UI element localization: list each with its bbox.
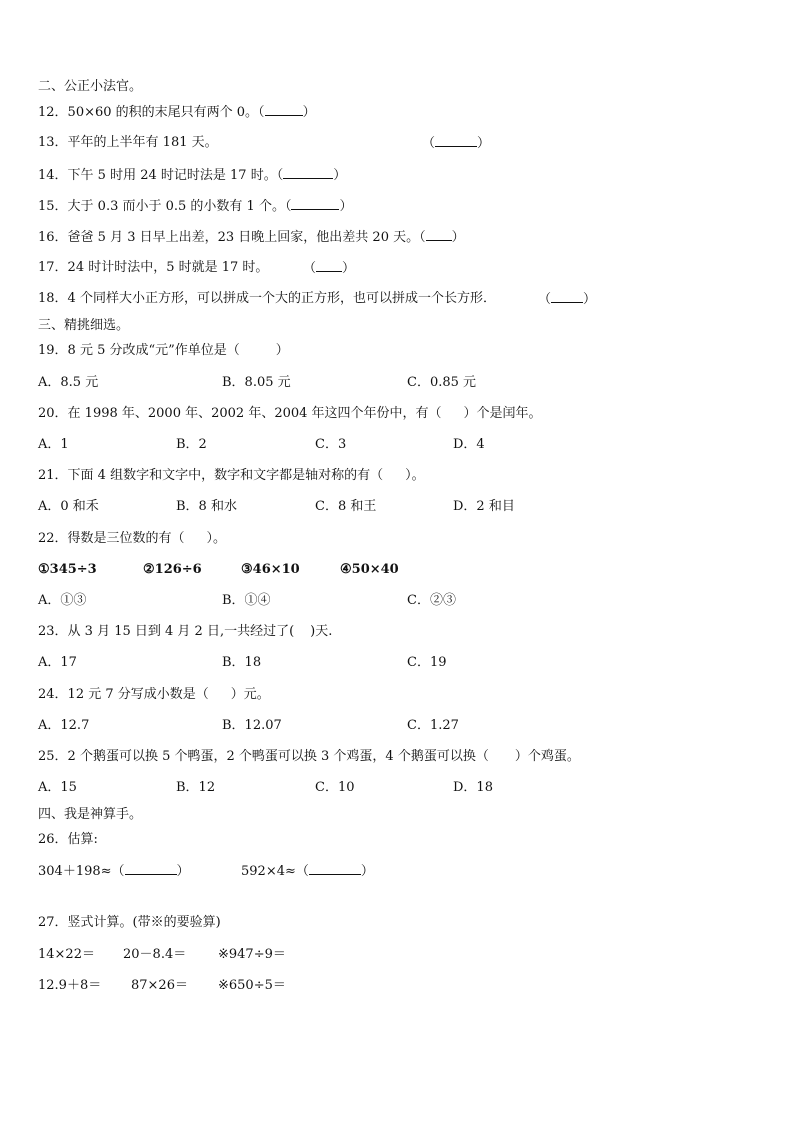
q21-option-c[interactable]: C．8 和王 — [315, 499, 377, 514]
q20-option-c[interactable]: C．3 — [315, 437, 347, 452]
question-24-text: 24．12 元 7 分写成小数是（ — [38, 687, 209, 702]
question-18 — [38, 291, 496, 307]
question-20-text: 20．在 1998 年、2000 年、2002 年、2004 年这四个年份中，有（ — [38, 406, 442, 421]
q22-item-4: ④50×40 — [340, 562, 399, 577]
estimate-2-end: ） — [360, 864, 374, 879]
q22-item-1: ①345÷3 — [38, 562, 97, 577]
q22-item-2: ②126÷6 — [143, 562, 202, 577]
q21-option-d[interactable]: D．2 和目 — [453, 499, 515, 514]
section-4-title: 四、我是神算手。 — [38, 807, 143, 822]
question-19 — [38, 343, 289, 359]
question-14-end: ） — [333, 168, 347, 183]
question-17-text: 17．24 时计时法中，5 时就是 17 时。 — [38, 260, 269, 275]
answer-blank-17[interactable] — [316, 260, 342, 272]
q23-option-a[interactable]: A．17 — [38, 655, 77, 670]
estimate-1 — [38, 863, 190, 880]
q24-option-c[interactable]: C．1.27 — [407, 718, 459, 733]
q25-option-b[interactable]: B．12 — [176, 780, 216, 795]
q20-option-a[interactable]: A．1 — [38, 437, 69, 452]
question-26: 26．估算: — [38, 832, 98, 847]
answer-blank-14[interactable] — [283, 167, 333, 179]
q25-option-a[interactable]: A．15 — [38, 780, 77, 795]
question-22-end: ）。 — [206, 531, 227, 546]
question-18-end: ） — [583, 292, 597, 307]
q21-option-b[interactable]: B．8 和水 — [176, 499, 237, 514]
question-24 — [38, 687, 270, 703]
question-13-open: （ — [422, 136, 436, 151]
answer-blank-18[interactable] — [551, 291, 583, 303]
question-23-text: 23．从 3 月 15 日到 4 月 2 日,一共经过了( — [38, 624, 295, 639]
question-14 — [38, 167, 346, 184]
question-13-text: 13．平年的上半年有 181 天。 — [38, 135, 218, 150]
question-17-end: ） — [342, 261, 356, 276]
calc-2-3: ※650÷5＝ — [218, 978, 286, 993]
question-12-end: ） — [302, 105, 316, 120]
question-13 — [38, 135, 218, 151]
answer-blank-12[interactable] — [265, 104, 303, 116]
question-25 — [38, 749, 580, 765]
calc-1-3: ※947÷9＝ — [218, 947, 286, 962]
question-17 — [38, 260, 268, 276]
estimate-2 — [241, 863, 374, 880]
question-25-text: 25．2 个鹅蛋可以换 5 个鸭蛋，2 个鸭蛋可以换 3 个鸡蛋，4 个鹅蛋可以换（ — [38, 749, 489, 764]
calc-2-1: 12.9＋8＝ — [38, 978, 102, 993]
question-24-end: ）元。 — [230, 687, 270, 702]
question-27: 27．竖式计算。(带※的要验算) — [38, 915, 221, 930]
question-12-text: 12．50×60 的积的末尾只有两个 0。（ — [38, 105, 265, 120]
q25-option-d[interactable]: D．18 — [453, 780, 493, 795]
question-16-text: 16．爸爸 5 月 3 日早上出差，23 日晚上回家，他出差共 20 天。（ — [38, 230, 426, 245]
question-23 — [38, 624, 332, 640]
question-18-answer — [538, 291, 596, 308]
question-19-end: ） — [275, 343, 289, 358]
calc-1-1: 14×22＝ — [38, 947, 95, 962]
q22-option-a[interactable]: A．①③ — [38, 593, 87, 608]
question-16 — [38, 229, 465, 246]
q23-option-c[interactable]: C．19 — [407, 655, 447, 670]
q19-option-a[interactable]: A．8.5 元 — [38, 375, 99, 390]
question-18-open: （ — [538, 292, 552, 307]
q20-option-d[interactable]: D．4 — [453, 437, 485, 452]
q24-option-b[interactable]: B．12.07 — [222, 718, 282, 733]
q22-item-3: ③46×10 — [241, 562, 300, 577]
question-15 — [38, 198, 352, 215]
q24-option-a[interactable]: A．12.7 — [38, 718, 90, 733]
question-17-answer — [303, 260, 355, 277]
question-17-open: （ — [303, 261, 317, 276]
question-14-text: 14．下午 5 时用 24 时记时法是 17 时。（ — [38, 168, 284, 183]
question-13-answer — [422, 135, 490, 152]
question-12 — [38, 104, 316, 121]
answer-blank-13[interactable] — [435, 135, 477, 147]
q25-option-c[interactable]: C．10 — [315, 780, 355, 795]
question-20 — [38, 406, 542, 422]
answer-blank-26b[interactable] — [309, 863, 361, 875]
q22-option-c[interactable]: C．②③ — [407, 593, 456, 608]
question-23-end: )天. — [310, 624, 333, 639]
section-3-title: 三、精挑细选。 — [38, 318, 130, 333]
question-15-end: ） — [339, 199, 353, 214]
question-15-text: 15．大于 0.3 而小于 0.5 的小数有 1 个。（ — [38, 199, 292, 214]
question-20-end: ）个是闰年。 — [463, 406, 542, 421]
question-21-end: ）。 — [405, 468, 425, 483]
estimate-1-end: ） — [176, 864, 190, 879]
question-25-end: ）个鸡蛋。 — [514, 749, 580, 764]
question-16-end: ） — [451, 230, 465, 245]
section-2-title: 二、公正小法官。 — [38, 79, 143, 94]
question-18-text: 18．4 个同样大小正方形，可以拼成一个大的正方形，也可以拼成一个长方形． — [38, 291, 496, 306]
calc-2-2: 87×26＝ — [131, 978, 188, 993]
answer-blank-26a[interactable] — [125, 863, 177, 875]
q20-option-b[interactable]: B．2 — [176, 437, 207, 452]
estimate-1-expr: 304＋198≈（ — [38, 864, 125, 879]
q19-option-b[interactable]: B．8.05 元 — [222, 375, 291, 390]
question-19-text: 19．8 元 5 分改成“元”作单位是（ — [38, 343, 240, 358]
estimate-2-expr: 592×4≈（ — [241, 864, 309, 879]
question-21 — [38, 468, 425, 484]
question-13-end: ） — [477, 136, 491, 151]
calc-1-2: 20－8.4＝ — [123, 947, 187, 962]
answer-blank-16[interactable] — [426, 229, 452, 241]
q22-option-b[interactable]: B．①④ — [222, 593, 271, 608]
answer-blank-15[interactable] — [291, 198, 339, 210]
question-22 — [38, 531, 226, 547]
question-22-text: 22．得数是三位数的有（ — [38, 531, 185, 546]
question-21-text: 21．下面 4 组数字和文字中，数字和文字都是轴对称的有（ — [38, 468, 384, 483]
q19-option-c[interactable]: C．0.85 元 — [407, 375, 477, 390]
q21-option-a[interactable]: A．0 和禾 — [38, 499, 99, 514]
q23-option-b[interactable]: B．18 — [222, 655, 262, 670]
